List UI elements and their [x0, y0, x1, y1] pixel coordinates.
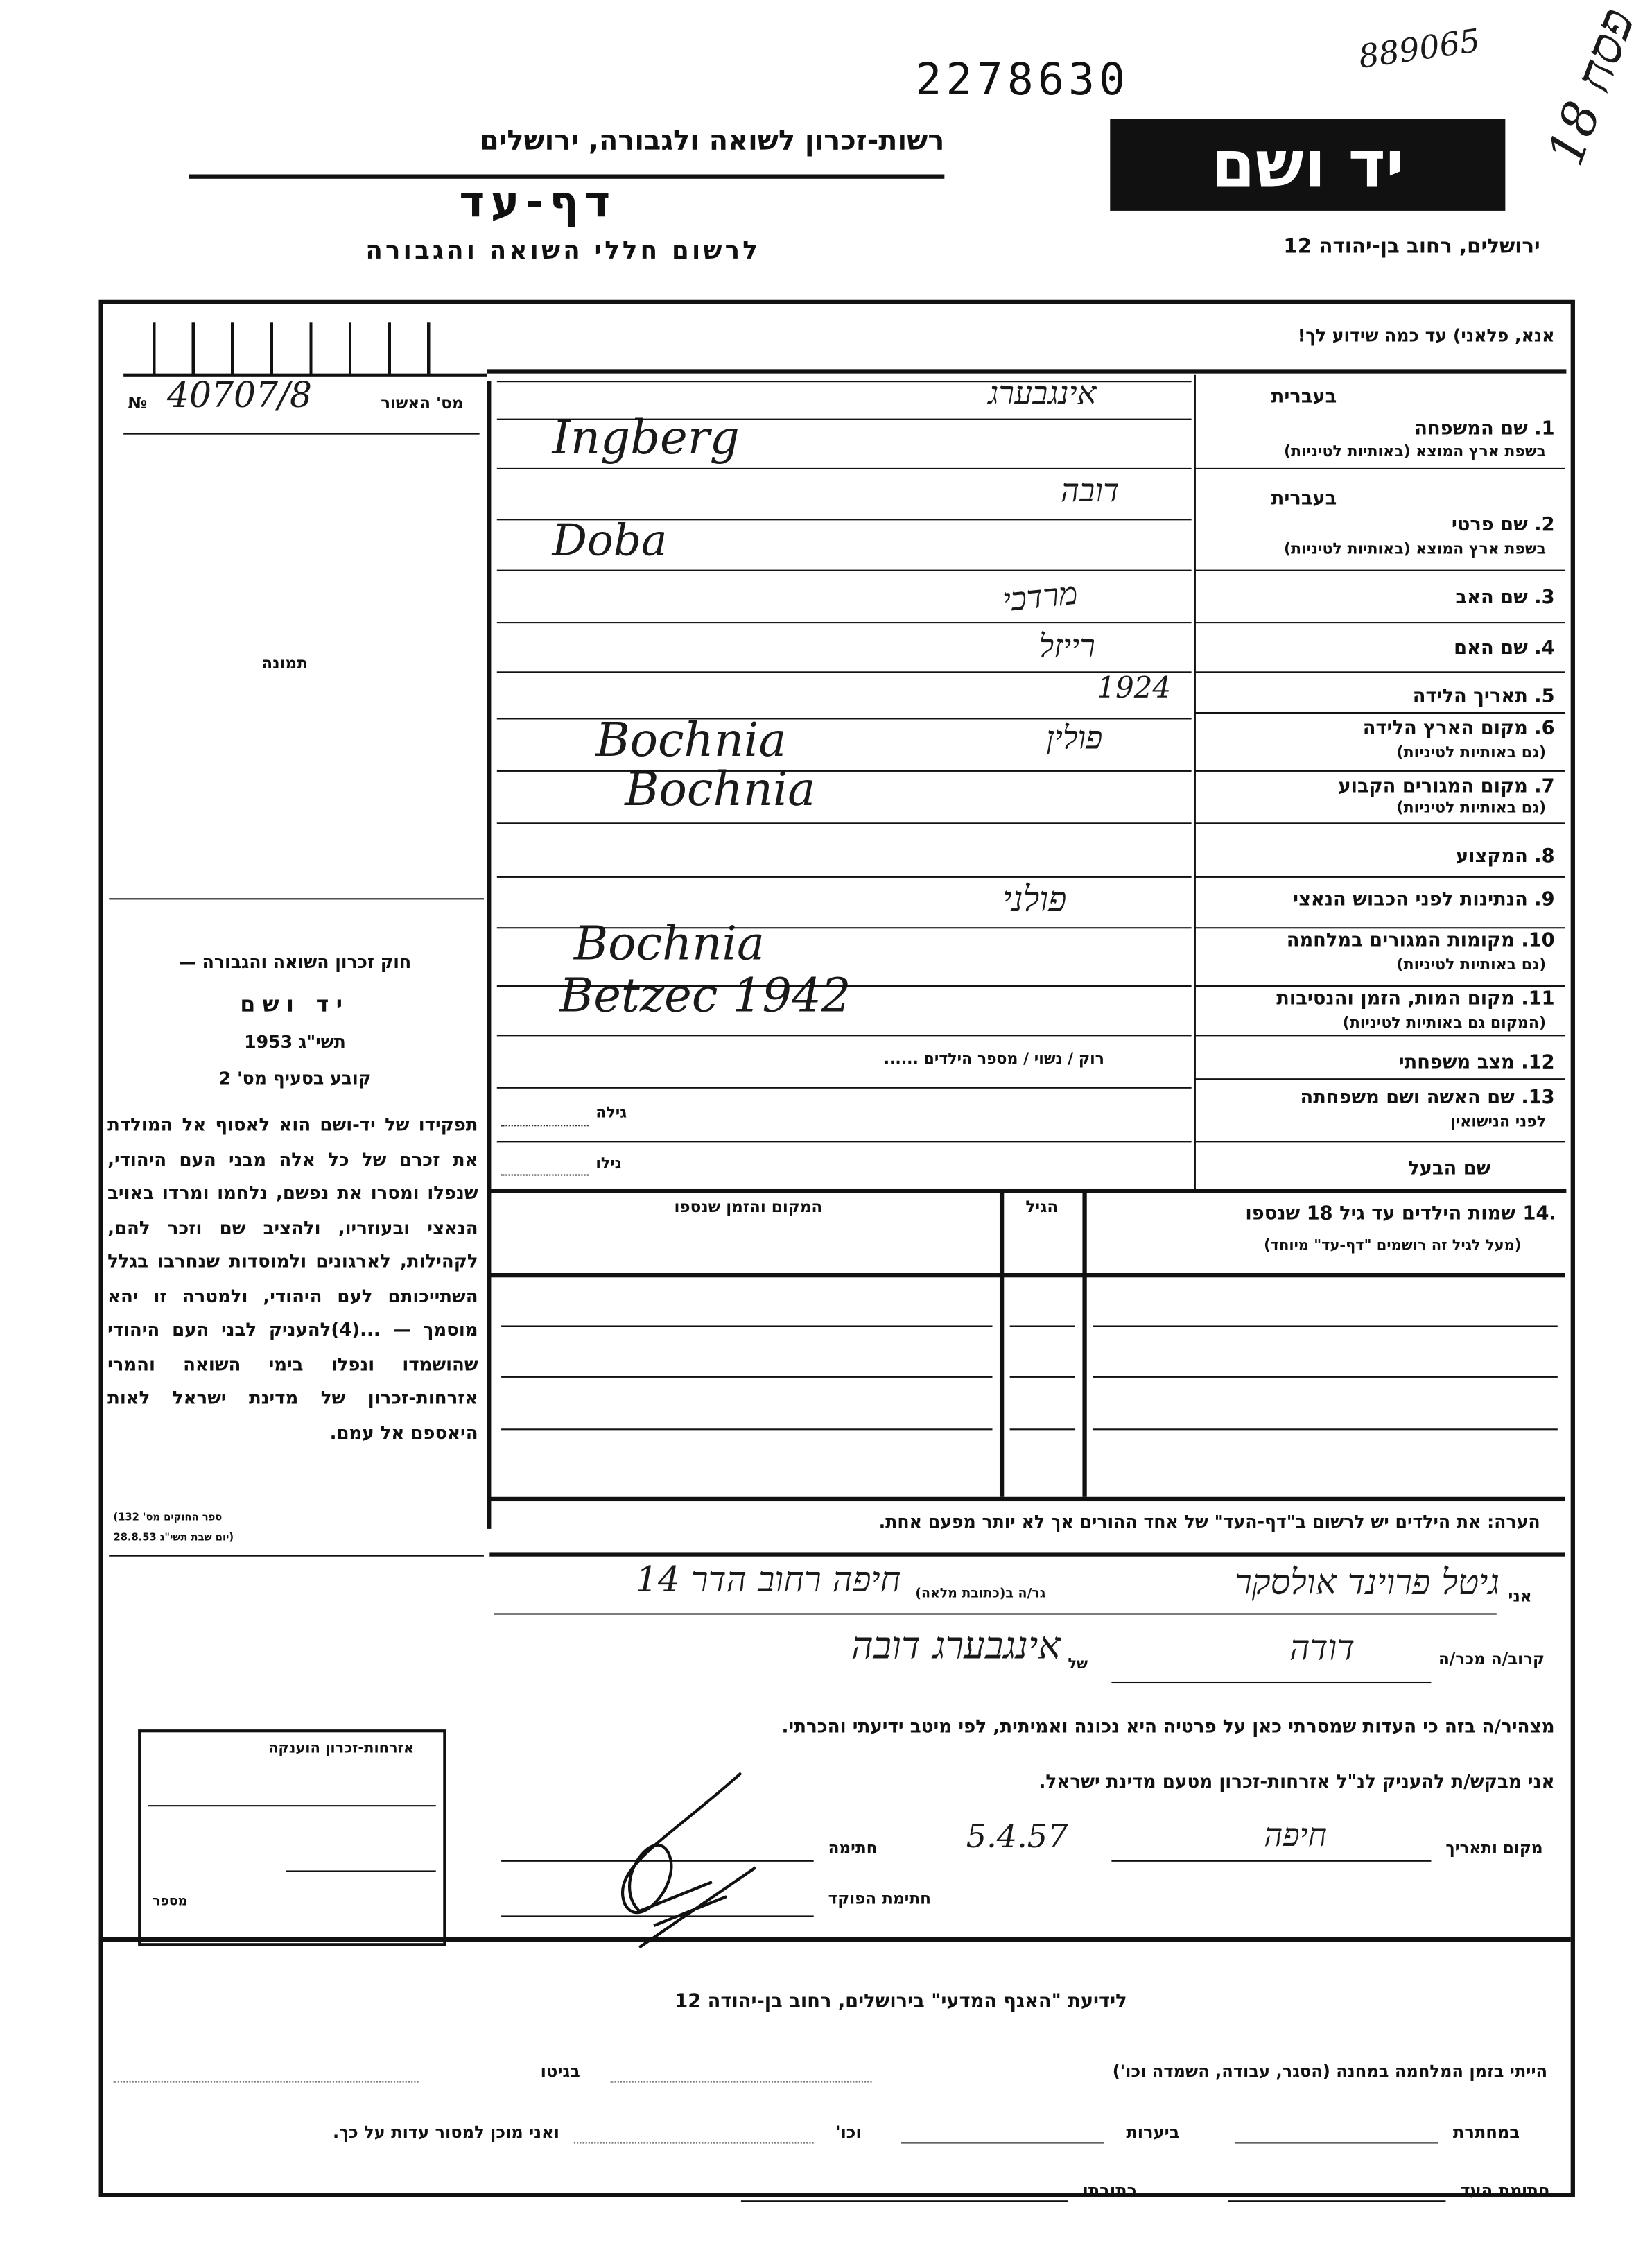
handwritten-reference: 889065	[1356, 24, 1483, 77]
value-line	[497, 671, 1192, 673]
divider	[123, 433, 479, 435]
tick-box	[123, 311, 487, 377]
surname-latin-value[interactable]: Ingberg	[552, 410, 740, 465]
law-title: חוק זכרון השואה והגבורה —	[178, 951, 412, 973]
footer-camp-label: הייתי בזמן המלחמה במחנה (הסגר, עבודה, השמדה וכו')	[1112, 2060, 1548, 2082]
resides-label: גר/ה ב(כתובת מלאה)	[915, 1587, 1046, 1602]
first-name-latin-value[interactable]: Doba	[552, 516, 668, 567]
field-label: 3. שם האב	[1455, 587, 1555, 610]
law-clause: קובע בסעיף מס' 2	[218, 1068, 372, 1089]
officer-signature-label: חתימת הפוקד	[828, 1889, 931, 1908]
law-reference: (ספר החוקים מס' 132	[113, 1511, 223, 1523]
field-label: 10. מקומות המגורים במלחמה	[1286, 930, 1555, 952]
field-label: שם הבעל	[1408, 1158, 1491, 1180]
instruction: אנא, פלאני) עד כמה שידוע לך!	[1297, 325, 1555, 346]
row-divider	[1194, 770, 1565, 772]
footer-etc-label: וכו'	[835, 2122, 862, 2143]
value-line	[497, 985, 1192, 987]
declarant-address[interactable]: חיפה רחוב הדר 14	[635, 1559, 901, 1600]
row-divider	[1194, 985, 1565, 987]
row-divider	[1194, 1078, 1565, 1080]
value-line	[497, 622, 1192, 623]
field-label: 11. מקום המות, הזמן והנסיבות	[1276, 988, 1555, 1010]
row-divider	[1194, 712, 1565, 714]
footer-address-label: כתובתו	[1082, 2179, 1137, 2201]
law-reference: יום שבת תשי"ג 28.8.53)	[113, 1532, 234, 1544]
value-line	[497, 570, 1192, 571]
yad-vashem-logo: יד ושם	[1110, 119, 1505, 211]
field-sublabel: (גם באותיות לטיניות)	[1396, 799, 1547, 817]
stamp-title: אזרחות-זכרון הוענקה	[268, 1740, 415, 1757]
handwritten-note: פסח 18	[1537, 1, 1647, 173]
law-year: תשי"ג 1953	[244, 1032, 346, 1053]
law-logo: יד ושם	[240, 991, 350, 1018]
footer-title: לידיעת "האגף המדעי" בירושלים, רחוב בן-יהודה 12	[675, 1991, 1127, 2013]
field-label: 6. מקום הארץ הלידה	[1362, 718, 1555, 740]
field-label: 9. הנתינות לפני הכבוש הנאצי	[1293, 889, 1555, 912]
value-line	[497, 419, 1192, 420]
law-text: תפקידו של יד-ושם הוא לאסוף אל המולדת את זכרם של כל אלה מבני העם היהודי, שנפלו ומסרו את נפשם, נלחמו ומרדו באויב הנאצי ובעוזריו, ולהציב שם וזכר להם, לקהילות, לארגונים ולמוסדות שנחרבו בגלל השתייכותם לעם היהודי, ולמטרה זו יהא מוסמך — ...(4)להעניק לבני העם היהודי שהושמדו ונפלו בימי השואה והמרי אזרחות-זכרון של מדינת ישראל לאות היאספם אל עמם.	[107, 1113, 478, 1443]
field-sublabel: בשפת ארץ המוצא (באותיות לטיניות)	[1283, 540, 1547, 558]
value-line	[497, 381, 1192, 382]
children-sub: (מעל לגיל זה רושמים "דף-עד" מיוחד)	[1264, 1238, 1522, 1254]
row-divider	[1194, 1035, 1565, 1036]
approval-label: מס' האשור	[381, 393, 464, 413]
row-divider	[1194, 927, 1565, 928]
row-divider	[1194, 876, 1565, 878]
value-line	[497, 876, 1192, 878]
in-hebrew-label: בעברית	[1271, 386, 1337, 408]
field-label: 8. המקצוע	[1456, 845, 1555, 868]
birth-date-value[interactable]: 1924	[1097, 670, 1172, 705]
i-label: אני	[1508, 1587, 1532, 1606]
relative-label: קרוב/ה מכר/ה	[1438, 1649, 1545, 1669]
column-divider	[487, 381, 491, 1529]
marital-status-options: רוק / נשוי / מספר הילדים ......	[883, 1051, 1104, 1069]
children-number: 14.	[1522, 1203, 1556, 1225]
row-divider	[1194, 622, 1565, 623]
authority-name: רשות-זכרון לשואה ולגבורה, ירושלים	[479, 125, 945, 157]
field-sublabel: לפני הנישואין	[1450, 1113, 1547, 1131]
field-label: 2. שם פרטי	[1451, 514, 1555, 537]
birth-country-value[interactable]: פולין	[1046, 720, 1103, 757]
field-sublabel: (גם באותיות לטיניות)	[1396, 744, 1547, 762]
signature-label: חתימה	[828, 1838, 878, 1858]
field-label: 12. מצב משפחתי	[1398, 1052, 1555, 1074]
wartime-residence-value[interactable]: Bochnia	[573, 915, 765, 971]
children-note: הערה: את הילדים יש לרשום ב"דף-העד" של אחד ההורים אך לא יותר מפעם אחת.	[878, 1511, 1540, 1532]
value-line	[497, 519, 1192, 520]
col-place: המקום והזמן שנספו	[674, 1198, 823, 1217]
row-divider	[1194, 671, 1565, 673]
first-name-hebrew-value[interactable]: דובה	[1061, 474, 1120, 510]
divider	[109, 1555, 484, 1557]
field-label: 4. שם האם	[1454, 638, 1555, 660]
signature-scribble	[581, 1766, 784, 1955]
surname-hebrew-value[interactable]: אינגבערג	[988, 376, 1097, 413]
photo-label: תמונה	[261, 654, 308, 673]
field-label: 1. שם המשפחה	[1414, 418, 1555, 441]
divider	[489, 1497, 1565, 1501]
place-date-label: מקום ותאריך	[1445, 1838, 1543, 1858]
approval-no-prefix: №	[128, 393, 148, 413]
divider	[489, 1273, 1565, 1277]
value-line	[497, 718, 1192, 719]
value-line	[497, 927, 1192, 928]
relative-of-value[interactable]: אינגבערג דובה	[851, 1625, 1061, 1669]
field-label: 5. תאריך הלידה	[1412, 686, 1555, 708]
divider	[489, 1552, 1565, 1556]
field-label: 13. שם האשה ושם משפחתה	[1300, 1087, 1555, 1109]
footer-forests-label: ביערות	[1126, 2122, 1180, 2143]
value-line	[497, 822, 1192, 824]
date-value[interactable]: 5.4.57	[966, 1820, 1068, 1856]
form-title: דף-עד	[459, 177, 616, 229]
column-divider	[1194, 375, 1196, 1189]
value-line	[497, 1035, 1192, 1036]
divider	[487, 369, 1566, 373]
stamp-number-label: מספר	[153, 1895, 188, 1910]
death-place-value[interactable]: Betzec 1942	[559, 967, 851, 1023]
declaration-statement: מצהיר/ה בזה כי העדות שמסרתי כאן על פרטיה היא נכונה ואמיתית, לפי מיטב ידיעתי והכרתי.	[781, 1715, 1555, 1737]
nationality-value[interactable]: פולני	[1002, 879, 1067, 920]
birth-place-latin-value[interactable]: Bochnia	[595, 711, 787, 768]
citizenship-stamp-box	[138, 1729, 446, 1946]
mother-name-value[interactable]: רייזל	[1038, 629, 1095, 666]
row-divider	[1194, 822, 1565, 824]
footer-ghetto-label: בגיטו	[540, 2060, 580, 2082]
footer-testify-label: ואני מוכן למסור עדות על כך.	[332, 2122, 559, 2143]
column-divider	[1082, 1192, 1086, 1497]
column-divider	[1000, 1192, 1004, 1497]
father-name-value[interactable]: מרדכי	[1000, 576, 1080, 621]
address: ירושלים, רחוב בן-יהודה 12	[1283, 235, 1540, 259]
field-sublabel: (המקום גם באותיות לטיניות)	[1342, 1014, 1547, 1032]
col-age: הגיל	[1025, 1198, 1059, 1217]
citizenship-request: אני מבקש/ת להעניק לנ"ל אזרחות-זכרון מטעם מדינת ישראל.	[1038, 1770, 1555, 1792]
of-label: של	[1068, 1657, 1088, 1673]
row-divider	[1194, 570, 1565, 571]
row-divider	[1194, 1189, 1565, 1190]
footer-witness-signature-label: חתימת העד	[1460, 2179, 1550, 2201]
children-label: שמות הילדים עד גיל 18 שנספו	[1245, 1203, 1516, 1225]
row-divider	[1194, 1141, 1565, 1142]
value-line	[497, 468, 1192, 469]
field-label: 7. מקום המגורים הקבוע	[1338, 776, 1555, 798]
field-sublabel: (גם באותיות לטיניות)	[1396, 956, 1547, 974]
divider	[109, 898, 484, 899]
value-line	[497, 770, 1192, 772]
wife-age-label: גילה	[595, 1104, 627, 1123]
value-line	[497, 1087, 1192, 1089]
footer-underground-label: במחתרת	[1452, 2122, 1520, 2143]
field-sublabel: בשפת ארץ המוצא (באותיות לטיניות)	[1283, 443, 1547, 461]
residence-value[interactable]: Bochnia	[625, 761, 816, 817]
declarant-name[interactable]: גיטל פרוינד אולסקר	[1234, 1562, 1499, 1603]
relation-value[interactable]: דודה	[1289, 1627, 1355, 1669]
approval-number: 40707/8	[167, 374, 312, 416]
in-hebrew-label: בעברית	[1271, 488, 1337, 510]
divider	[99, 1937, 1571, 1942]
husband-age-label: גילו	[595, 1155, 622, 1173]
value-line	[497, 1141, 1192, 1142]
place-value[interactable]: חיפה	[1264, 1817, 1328, 1855]
archive-number: 2278630	[915, 55, 1130, 107]
form-subtitle: לרשום חללי השואה והגבורה	[365, 236, 760, 266]
row-divider	[1194, 468, 1565, 469]
